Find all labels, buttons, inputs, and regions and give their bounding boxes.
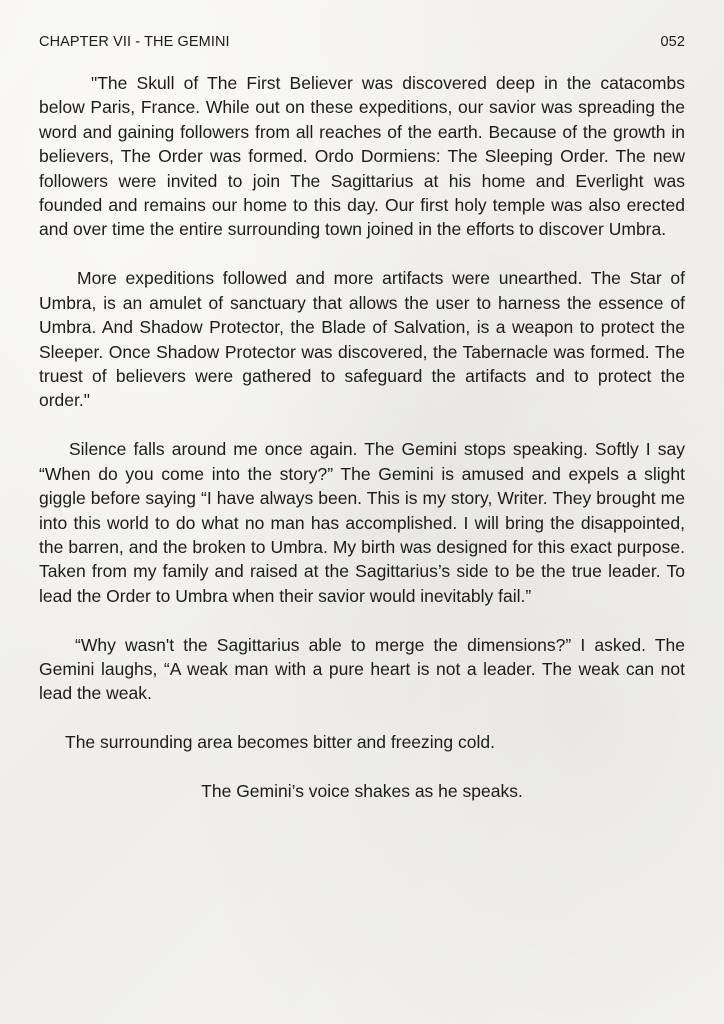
paragraph: "The Skull of The First Believer was discovered deep in the catacombs below Paris, France. While out on these expeditions, our savior was spreading the word and gaining followers from all reaches of the earth. Because of the growth in believers, The Order was formed. Ordo Dormiens: The Sleeping Order. The new followers were invited to join The Sagittarius at his home and Everlight was founded and remains our home to this day. Our first holy temple was also erected and over time the entire surrounding town joined in the efforts to discover Umbra. bbox=[39, 73, 685, 240]
paragraph: Silence falls around me once again. The Gemini stops speaking. Softly I say “When do you come into the story?” The Gemini is amused and expels a slight giggle before saying “I have always been. This is my story, Writer. They brought me into this world to do what no man has accomplished. I will bring the disappointed, the barren, and the broken to Umbra. My birth was designed for this exact purpose. Taken from my family and raised at the Sagittarius’s side to be the true leader. To lead the Order to Umbra when their savior would inevitably fail.” bbox=[39, 439, 685, 606]
page-number: 052 bbox=[660, 34, 685, 50]
chapter-title: CHAPTER VII - THE GEMINI bbox=[39, 34, 230, 50]
page-body bbox=[39, 71, 685, 804]
paragraph: The Gemini’s voice shakes as he speaks. bbox=[201, 781, 523, 802]
page-header bbox=[39, 33, 685, 51]
paragraph: More expeditions followed and more artifacts were unearthed. The Star of Umbra, is an amulet of sanctuary that allows the user to harness the essence of Umbra. And Shadow Protector, the Blade of Salvation, is a weapon to protect the Sleeper. Once Shadow Protector was discovered, the Tabernacle was formed. The truest of believers were gathered to safeguard the artifacts and to protect the order." bbox=[39, 268, 685, 411]
paragraph: “Why wasn't the Sagittarius able to merge the dimensions?” I asked. The Gemini laughs, “A weak man with a pure heart is not a leader. The weak can not lead the weak. bbox=[39, 634, 685, 704]
paragraph: The surrounding area becomes bitter and freezing cold. bbox=[65, 732, 495, 753]
